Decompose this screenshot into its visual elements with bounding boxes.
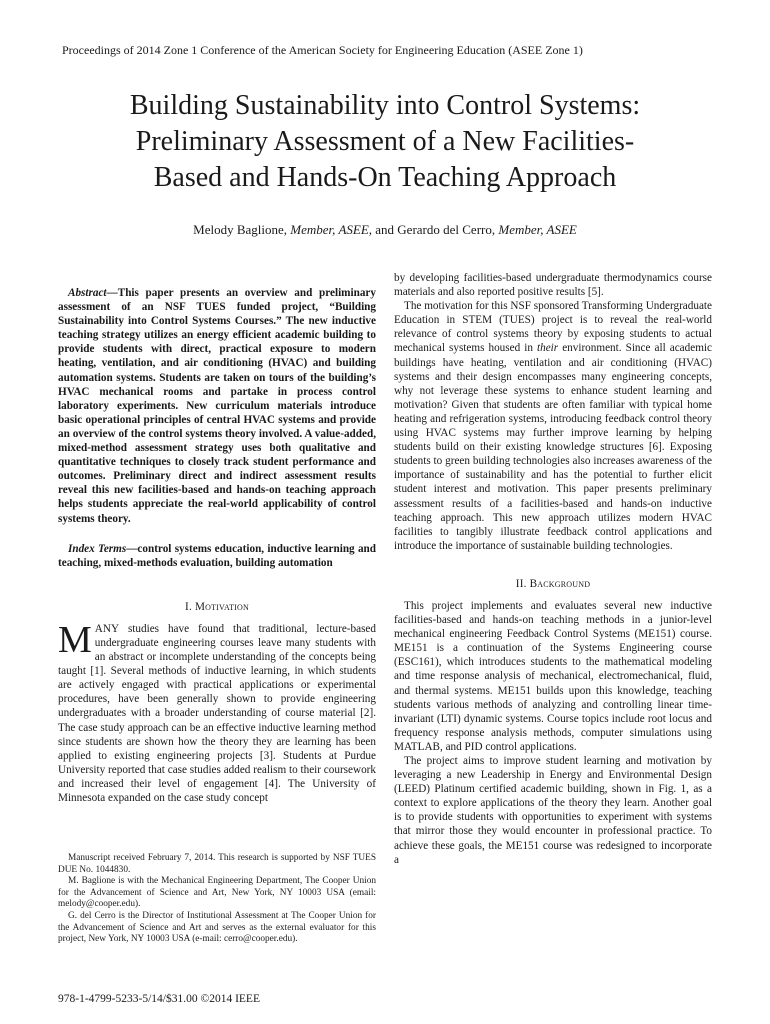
abstract-text: —This paper presents an overview and preliminary assessment of an NSF TUES funded project, “Building Sustainability into Control Systems Courses.” The new inductive teaching strategy utilizes an energy efficient academic building to provide students with direct, practical exposure to modern heating, ventilation, and air conditioning (HVAC) and building automation systems. Students are taken on tours of the building’s HVAC mechanical rooms and partake in process control laboratory experiments. New curriculum materials introduce basic operational principles of central HVAC systems and provide an overview of the control systems theory involved. A value-added, mixed-method assessment strategy uses both qualitative and quantitative techniques to closely track student performance and outcomes. Preliminary direct and indirect assessment results reveal this new facilities-based and hands-on teaching approach helps students appreciate the real-world applicability of control systems theory. [58, 287, 376, 525]
running-header: Proceedings of 2014 Zone 1 Conference of the American Society for Engineering Education (ASEE Zone 1) [62, 43, 583, 57]
section-1-title-first: M [194, 600, 206, 613]
author-conjunction: and [375, 222, 395, 237]
left-column [58, 286, 376, 805]
copyright-line: 978-1-4799-5233-5/14/$31.00 ©2014 IEEE [58, 993, 260, 1005]
index-terms [58, 542, 376, 570]
section-2-numeral: II. [515, 577, 527, 590]
footnotes [58, 853, 376, 946]
section-1-title-rest: otivation [205, 600, 249, 613]
index-terms-text: —control systems education, inductive learning and teaching, mixed-methods evaluation, building automation [58, 542, 376, 569]
footnote-author-2: G. del Cerro is the Director of Institutional Assessment at The Cooper Union for the Advancement of Science and Art and serves as the external evaluator for this project, New York, NY 10003 USA (e-mail: cerro@cooper.edu). [58, 910, 376, 945]
motivation-continuation: by developing facilities-based undergraduate thermodynamics course materials and also reported positive results [5]. [394, 272, 712, 299]
drop-cap: M [58, 618, 92, 661]
motivation-paragraph-2 [394, 299, 712, 553]
index-terms-label: Index Terms [68, 542, 127, 555]
section-2-title-rest: ackground [537, 577, 591, 590]
section-heading-motivation [58, 600, 376, 614]
motivation-text: studies have found that traditional, lecture-based undergraduate engineering courses leave many students with an abstract or incomplete understanding of the concepts being taught [1]. Several methods of inductive learning, in which students are actively engaged with practical applications or experimental procedures, have been generally shown to provide engineering undergraduates with a broader understanding of course material [2]. The case study approach can be an effective inductive learning method since students are shown how the theory they are learning has been applied to existing engineering projects [3]. Students at Purdue University reported that case studies added realism to their coursework and increased their level of engagement [4]. The University of Minnesota expanded on the case study concept [58, 622, 376, 804]
abstract [58, 286, 376, 526]
author-line [60, 222, 710, 238]
title-line-1: Building Sustainability into Control Systems: [129, 90, 641, 121]
title-line-3: Based and Hands-On Teaching Approach [153, 162, 617, 193]
author-1: Melody Baglione, [193, 222, 288, 237]
footnote-received: Manuscript received February 7, 2014. This research is supported by NSF TUES DUE No. 1044830. [58, 853, 376, 875]
background-paragraph-1: This project implements and evaluates several new inductive facilities-based and hands-on teaching methods in a junior-level mechanical engineering Feedback Control Systems (ME151) course. ME151 is a continuation of the Systems Engineering course (ESC161), which introduces students to the mathematical modeling and time response analysis of mechanical, electromechanical, fluid, and thermal systems. ME151 builds upon this knowledge, teaching students various methods of analyzing and controlling linear time-invariant (LTI) dynamic systems. Course topics include root locus and frequency response analysis methods, computer simulations using MATLAB, and PID control applications. [394, 599, 712, 753]
paper-title [60, 88, 710, 196]
motivation-lead-word: ANY [94, 622, 120, 635]
abstract-label: Abstract [68, 287, 107, 299]
right-column [394, 271, 712, 867]
section-heading-background [394, 577, 712, 591]
section-1-numeral: I. [185, 600, 192, 613]
motivation-paragraph-1 [58, 618, 376, 805]
motivation-p2-emphasis: their [537, 342, 559, 355]
background-paragraph-2: The project aims to improve student learning and motivation by leveraging a new Leadership in Energy and Environmental Design (LEED) Platinum certified academic building, shown in Fig. 1, as a context to explore applications of the theory they learn. Another goal is to provide students with opportunities to experiment with systems that mirror those they would encounter in professional practice. To achieve these goals, the ME151 course was redesigned to incorporate a [394, 755, 712, 866]
footnote-author-1: M. Baglione is with the Mechanical Engineering Department, The Cooper Union for the Advancement of Science and Art, New York, NY 10003 USA (email: melody@cooper.edu). [58, 876, 376, 910]
author-1-role: Member, ASEE, [290, 222, 373, 237]
author-2: Gerardo del Cerro, [397, 222, 496, 237]
title-line-2: Preliminary Assessment of a New Facilities- [135, 126, 635, 157]
author-2-role: Member, ASEE [498, 222, 577, 237]
section-2-title-first: B [529, 577, 538, 590]
motivation-p2-part-b: environment. Since all academic buildings have heating, ventilation and air conditioning (HVAC) systems and their design encompasses many engineering concepts, why not leverage these systems to enhance student learning and motivation? Given that students are often familiar with typical home heating and refrigeration systems, introducing feedback control theory using HVAC systems may further improve learning by helping students build on their existing knowledge structures [6]. Exposing students to green building technologies also increases awareness of the importance of sustainability and has the potential to further elicit student interest and motivation. This paper presents preliminary assessment results of a facilities-based and hands-on inductive teaching approach. This new approach utilizes modern HVAC facilities to tangibly illustrate feedback control applications and introduce the importance of sustainable building technologies. [394, 342, 712, 552]
motivation-p2-part-a: The motivation for this NSF sponsored Transforming Undergraduate Education in STEM (TUES) project is to reveal the real-world relevance of control systems theory by exposing students to actual mechanical systems housed in [394, 300, 712, 355]
